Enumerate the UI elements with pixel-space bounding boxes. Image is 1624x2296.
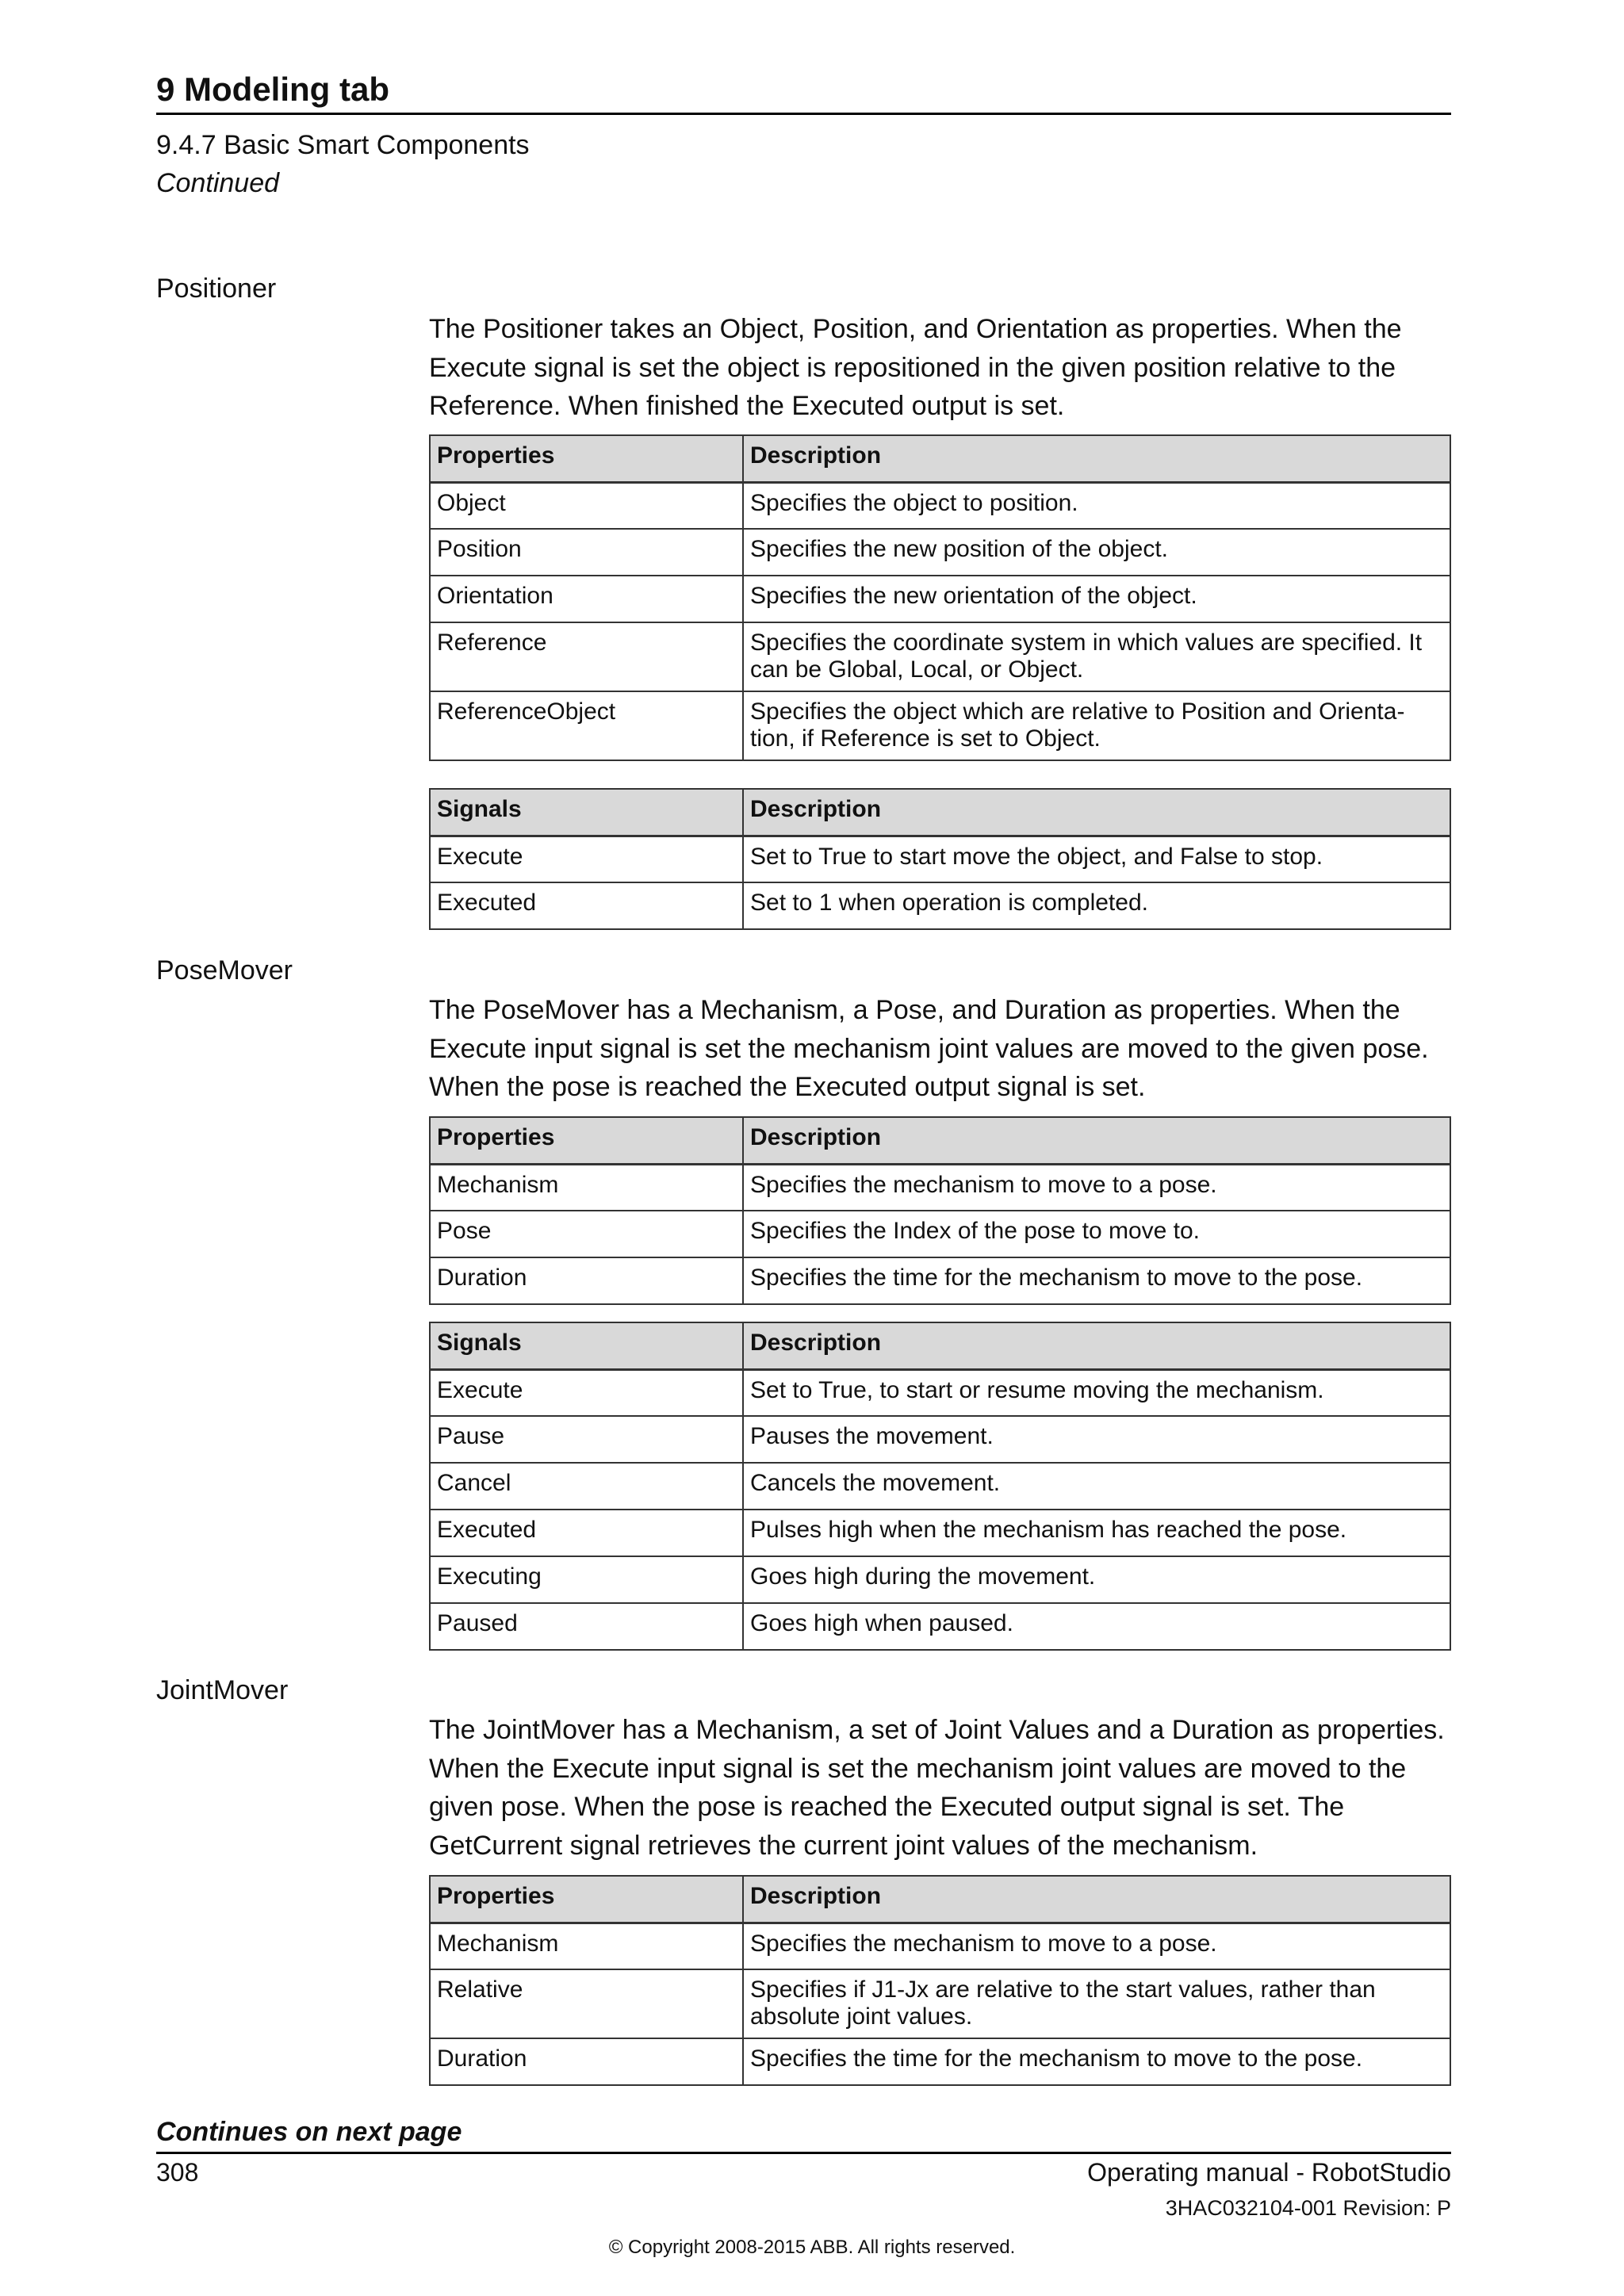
positioner-heading: Positioner: [156, 274, 277, 304]
table-row: [430, 1510, 1450, 1556]
property-description: Specifies the new orientation of the object.: [743, 576, 1450, 622]
continues-on-next-page: Continues on next page: [156, 2114, 1451, 2154]
signal-description: Goes high during the movement.: [743, 1556, 1450, 1603]
positioner-signals-table: [429, 788, 1451, 930]
manual-title: Operating manual - RobotStudio: [1087, 2158, 1451, 2187]
table-header-row: [430, 435, 1450, 482]
table-header-row: [430, 789, 1450, 836]
column-header: Signals: [430, 789, 743, 836]
table-row: [430, 691, 1450, 760]
signal-description: Pauses the movement.: [743, 1416, 1450, 1463]
column-header: Properties: [430, 435, 743, 482]
table-row: [430, 2038, 1450, 2085]
table-row: [430, 482, 1450, 529]
chapter-title: 9 Modeling tab: [156, 67, 1451, 115]
property-name: Reference: [430, 622, 743, 691]
page-number: 308: [156, 2158, 199, 2187]
jointmover-description: The JointMover has a Mechanism, a set of Joint Values and a Duration as properties. When the Execute input signal is set the mechanism joint values are moved to the given pose. When the pose is reached the Executed output signal is set. The GetCurrent signal retrieves the current joint values of the mechanism.: [429, 1715, 1445, 1861]
table-row: [430, 1211, 1450, 1257]
table-row: [430, 1257, 1450, 1304]
property-description: Specifies the mechanism to move to a pose.: [743, 1923, 1450, 1969]
section-title: 9.4.7 Basic Smart Components: [156, 130, 530, 160]
property-name: Orientation: [430, 576, 743, 622]
continued-label: Continued: [156, 168, 280, 198]
table-row: [430, 1369, 1450, 1416]
signal-name: Paused: [430, 1603, 743, 1650]
property-name: Relative: [430, 1969, 743, 2038]
signal-name: Executed: [430, 1510, 743, 1556]
property-name: Duration: [430, 1257, 743, 1304]
column-header: Description: [743, 435, 1450, 482]
jointmover-properties-table: [429, 1875, 1451, 2086]
column-header: Description: [743, 1117, 1450, 1164]
signal-name: Pause: [430, 1416, 743, 1463]
property-description: Specifies if J1-Jx are relative to the start values, rather than absolute joint values.: [743, 1969, 1450, 2038]
signal-name: Execute: [430, 836, 743, 882]
table-row: [430, 1164, 1450, 1211]
signal-description: Set to True to start move the object, and False to stop.: [743, 836, 1450, 882]
table-row: [430, 576, 1450, 622]
signal-name: Executed: [430, 882, 743, 929]
table-header-row: [430, 1117, 1450, 1164]
signal-description: Pulses high when the mechanism has reached the pose.: [743, 1510, 1450, 1556]
table-row: [430, 1416, 1450, 1463]
table-row: [430, 1556, 1450, 1603]
property-name: Mechanism: [430, 1923, 743, 1969]
positioner-properties-table: [429, 434, 1451, 761]
table-header-row: [430, 1876, 1450, 1923]
signal-description: Goes high when paused.: [743, 1603, 1450, 1650]
property-description: Specifies the object to position.: [743, 482, 1450, 529]
column-header: Description: [743, 1876, 1450, 1923]
posemover-heading: PoseMover: [156, 955, 293, 985]
table-row: [430, 882, 1450, 929]
property-name: Pose: [430, 1211, 743, 1257]
signal-description: Set to 1 when operation is completed.: [743, 882, 1450, 929]
signal-name: Execute: [430, 1369, 743, 1416]
property-description: Specifies the mechanism to move to a pose.: [743, 1164, 1450, 1211]
jointmover-heading: JointMover: [156, 1675, 289, 1705]
property-name: Mechanism: [430, 1164, 743, 1211]
property-name: ReferenceObject: [430, 691, 743, 760]
table-row: [430, 622, 1450, 691]
property-name: Object: [430, 482, 743, 529]
posemover-signals-table: [429, 1322, 1451, 1651]
copyright-notice: © Copyright 2008-2015 ABB. All rights reserved.: [608, 2237, 1016, 2258]
posemover-description: The PoseMover has a Mechanism, a Pose, and Duration as properties. When the Execute input signal is set the mechanism joint values are moved to the given pose. When the pose is reached the Executed output signal is set.: [429, 995, 1429, 1102]
signal-name: Cancel: [430, 1463, 743, 1510]
property-description: Specifies the new position of the object.: [743, 529, 1450, 576]
property-description: Specifies the time for the mechanism to move to the pose.: [743, 1257, 1450, 1304]
table-row: [430, 529, 1450, 576]
posemover-properties-table: [429, 1116, 1451, 1305]
signal-description: Cancels the movement.: [743, 1463, 1450, 1510]
property-description: Specifies the Index of the pose to move to.: [743, 1211, 1450, 1257]
property-description: Specifies the object which are relative to Position and Orienta- tion, if Reference is set to Object.: [743, 691, 1450, 760]
table-row: [430, 1923, 1450, 1969]
property-description: Specifies the coordinate system in which values are specified. It can be Global, Local, or Object.: [743, 622, 1450, 691]
signal-description: Set to True, to start or resume moving the mechanism.: [743, 1369, 1450, 1416]
column-header: Properties: [430, 1876, 743, 1923]
column-header: Signals: [430, 1322, 743, 1369]
table-row: [430, 1463, 1450, 1510]
signal-name: Executing: [430, 1556, 743, 1603]
property-name: Position: [430, 529, 743, 576]
table-row: [430, 836, 1450, 882]
property-description: Specifies the time for the mechanism to move to the pose.: [743, 2038, 1450, 2085]
column-header: Properties: [430, 1117, 743, 1164]
table-header-row: [430, 1322, 1450, 1369]
table-row: [430, 1969, 1450, 2038]
property-name: Duration: [430, 2038, 743, 2085]
document-id: 3HAC032104-001 Revision: P: [1165, 2196, 1451, 2220]
positioner-description: The Positioner takes an Object, Position, and Orientation as properties. When the Execute signal is set the object is repositioned in the given position relative to the Reference. When finished the Executed output is set.: [429, 314, 1402, 421]
table-row: [430, 1603, 1450, 1650]
column-header: Description: [743, 1322, 1450, 1369]
column-header: Description: [743, 789, 1450, 836]
